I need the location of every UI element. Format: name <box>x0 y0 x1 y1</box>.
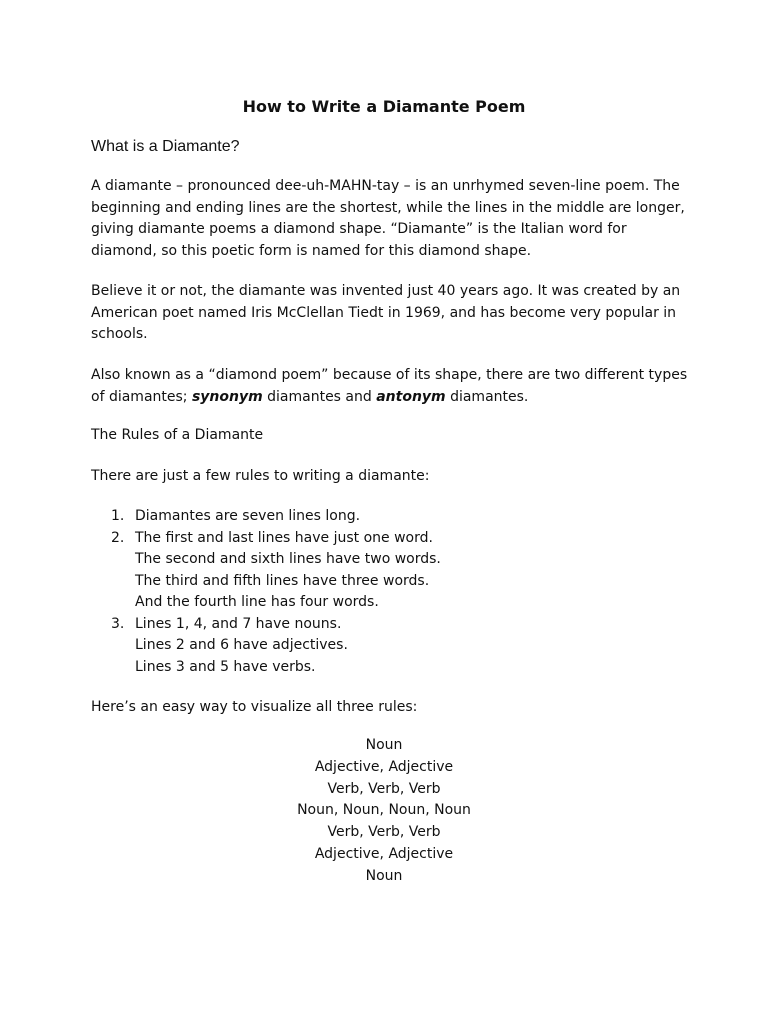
list-line: The first and last lines have just one word. <box>135 529 433 546</box>
diamond-diagram <box>0 735 768 888</box>
paragraph-types-text-1: Also known as a “diamond poem” because of its shape, there are two different types of diamantes; <box>91 367 688 405</box>
paragraph-definition: A diamante – pronounced dee-uh-MAHN-tay – is an unrhymed seven-line poem. The beginning and ending lines are the shortest, while the lines in the middle are longer, giving diamante poems a diamond shape. “Diamante” is the Italian word for diamond, so this poetic form is named for this diamond shape. <box>91 178 685 259</box>
diamond-line: Noun <box>365 737 403 753</box>
paragraph-types-text-3: diamantes. <box>445 388 529 405</box>
diamond-line: Adjective, Adjective <box>314 758 454 775</box>
list-number: 3. <box>111 615 125 632</box>
diamond-line: Noun, Noun, Noun, Noun <box>297 802 471 819</box>
rules-list <box>91 506 651 678</box>
list-line: Lines 2 and 6 have adjectives. <box>135 637 348 653</box>
list-number: 2. <box>111 529 125 546</box>
list-item <box>91 506 651 528</box>
list-item <box>91 528 651 614</box>
diamond-line: Verb, Verb, Verb <box>327 824 441 841</box>
list-number: 1. <box>111 508 125 524</box>
list-line: Lines 3 and 5 have verbs. <box>135 658 316 675</box>
term-synonym: synonym <box>191 388 263 405</box>
term-antonym: antonym <box>376 388 446 405</box>
diamond-line: Verb, Verb, Verb <box>327 780 441 797</box>
paragraph-types-text-2: diamantes and <box>262 388 377 405</box>
list-line: Diamantes are seven lines long. <box>135 508 361 524</box>
diamond-line: Adjective, Adjective <box>314 845 454 862</box>
list-line: Lines 1, 4, and 7 have nouns. <box>135 615 342 632</box>
paragraph-rules-intro: There are just a few rules to writing a diamante: <box>91 468 430 484</box>
diamond-line: Noun <box>365 867 403 884</box>
paragraph-types <box>91 365 691 408</box>
list-line: The second and sixth lines have two words. <box>135 551 441 567</box>
section-heading-rules: The Rules of a Diamante <box>91 427 264 443</box>
list-line: The third and fifth lines have three words. <box>135 572 430 589</box>
page-title: How to Write a Diamante Poem <box>242 97 526 116</box>
list-line: And the fourth line has four words. <box>135 594 379 610</box>
paragraph-visualize: Here’s an easy way to visualize all three rules: <box>91 699 418 715</box>
section-heading-what: What is a Diamante? <box>91 138 240 155</box>
paragraph-history: Believe it or not, the diamante was invented just 40 years ago. It was created by an American poet named Iris McClellan Tiedt in 1969, and has become very popular in schools. <box>91 283 681 342</box>
list-item <box>91 614 651 679</box>
